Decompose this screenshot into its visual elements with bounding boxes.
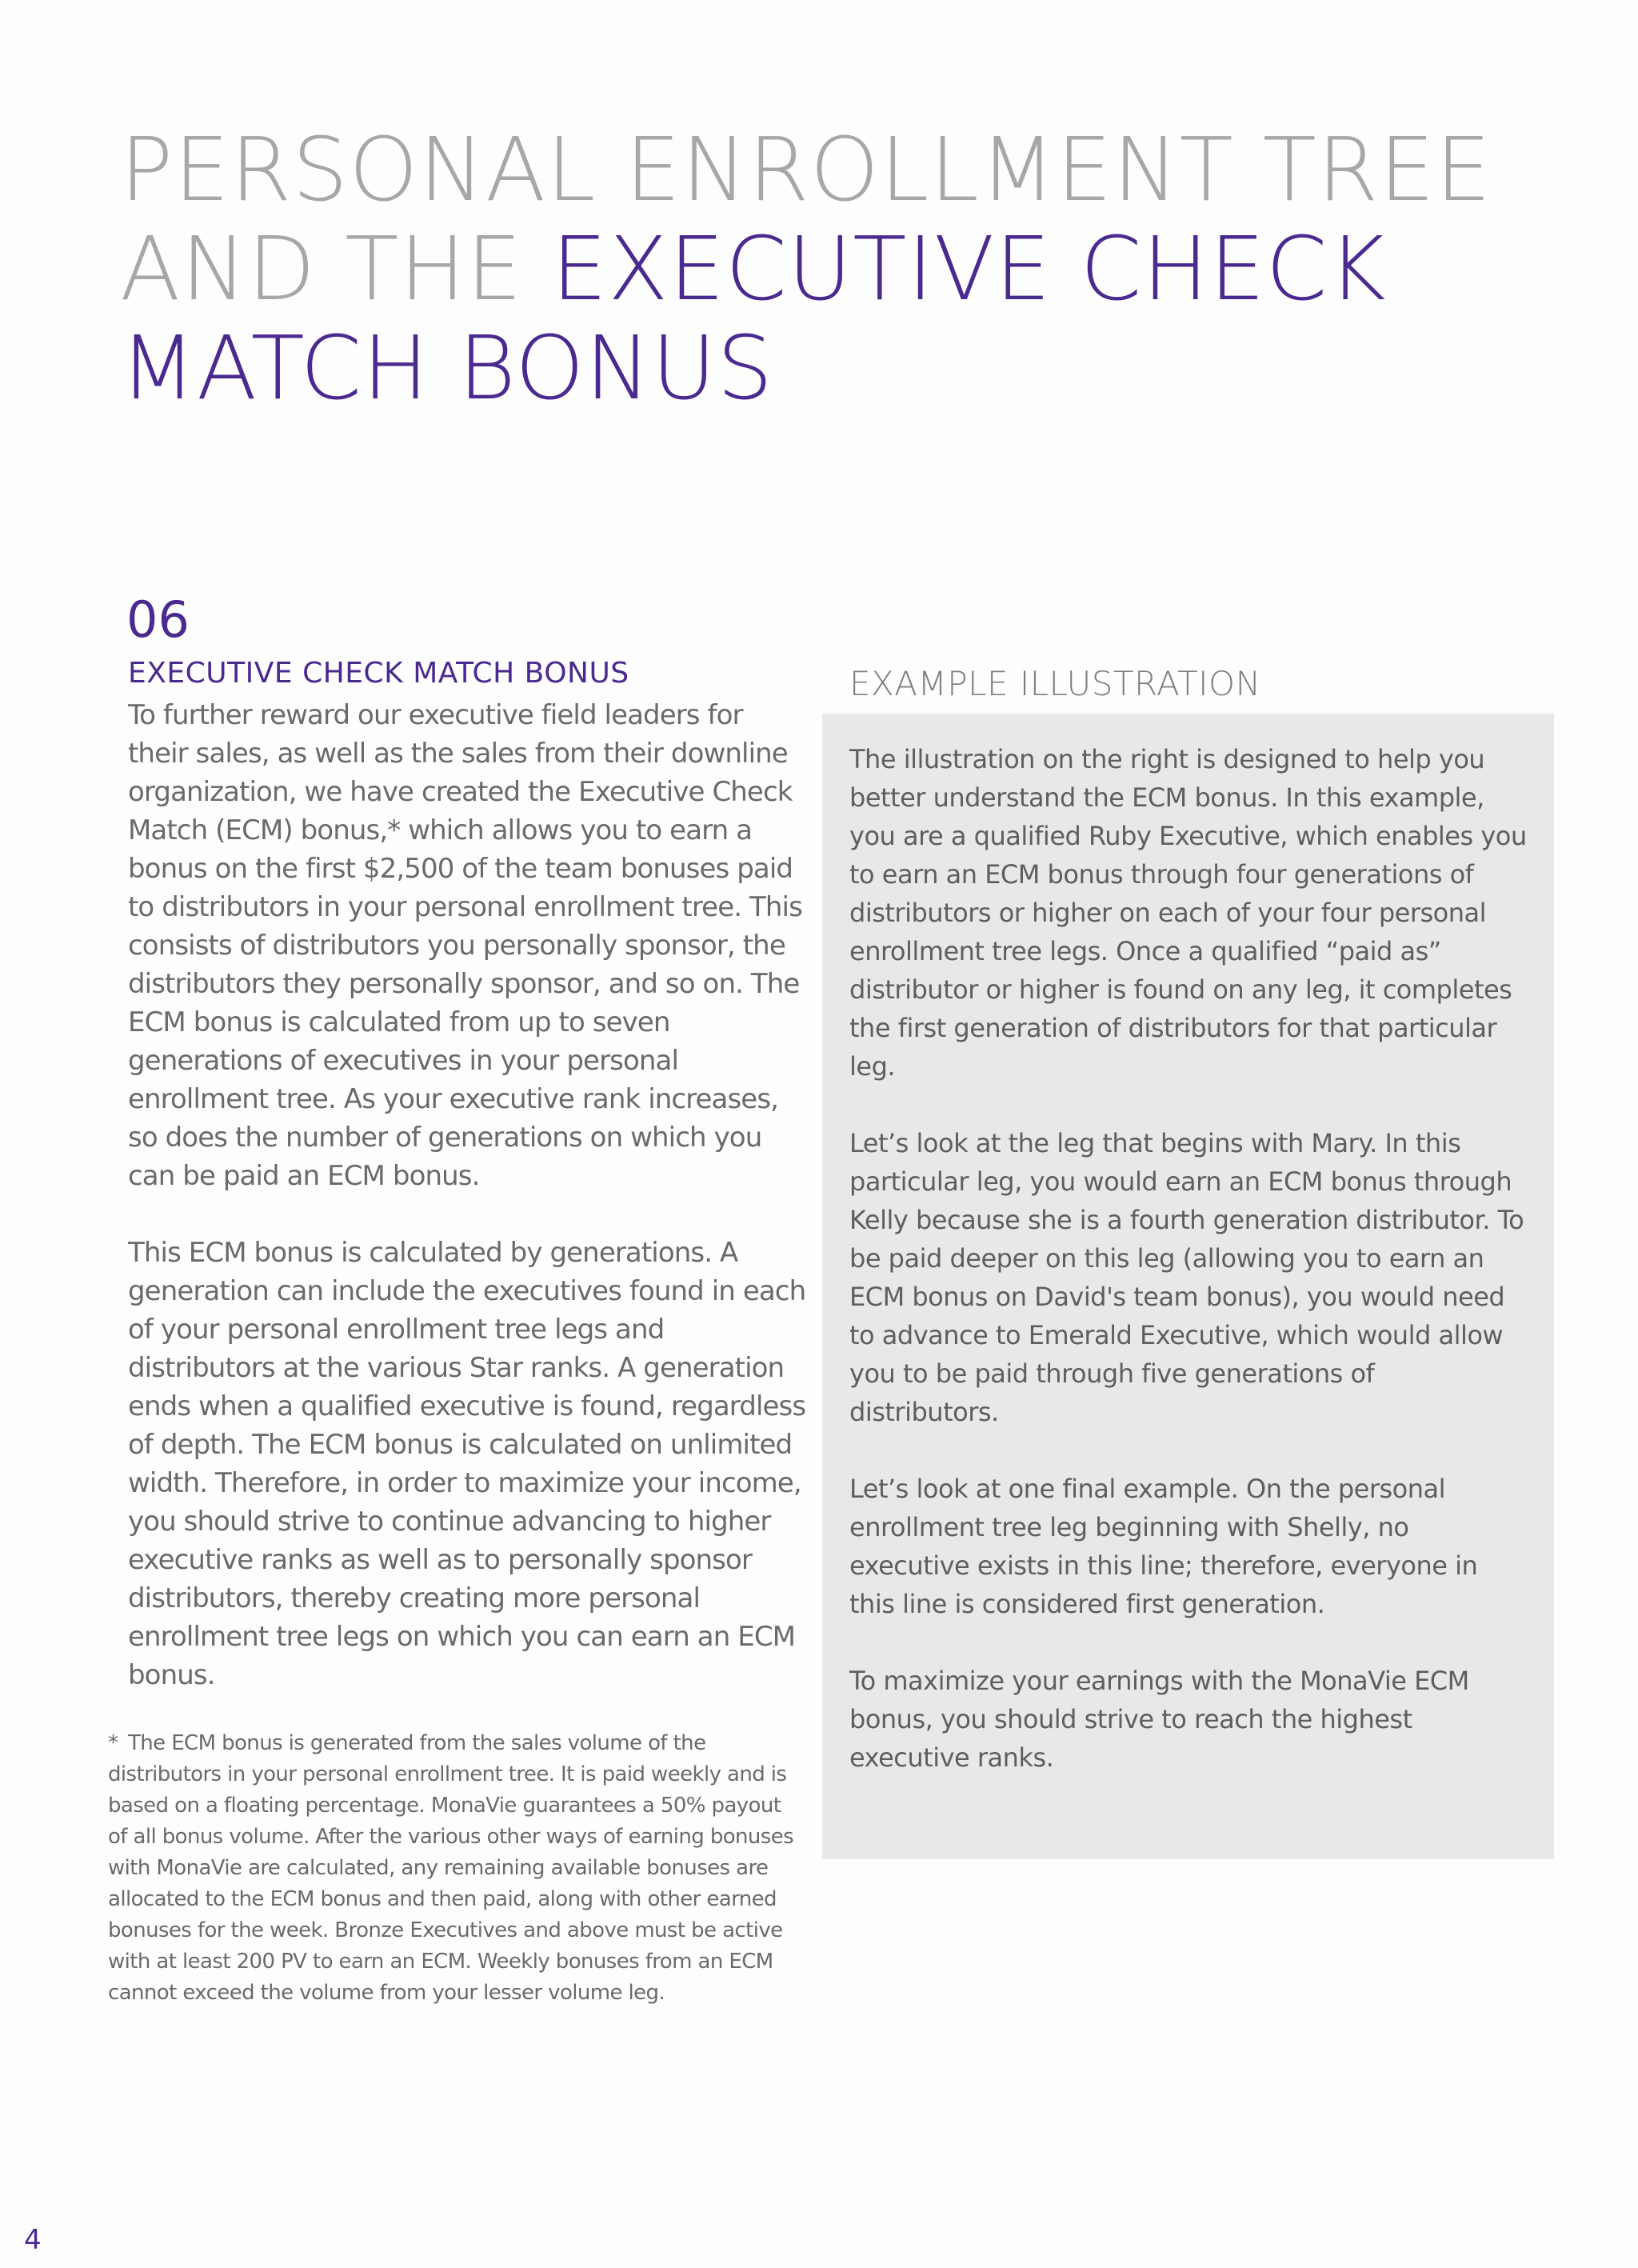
title-line-2-accent: EXECUTIVE CHECK — [551, 218, 1387, 320]
example-paragraph-1: The illustration on the right is designed to help you better understand the ECM bonus. In this example, you are a qualified Ruby Executive, which enables you to earn an ECM bonus through four generations of distributors or higher on each of your four personal enrollment tree legs. Once a qualified “paid as” distributor or higher is found on any leg, it completes the first generation of distributors for that particular leg. — [849, 744, 1527, 1082]
body-text — [128, 696, 808, 1733]
section-number: 06 — [126, 590, 190, 649]
example-text — [849, 740, 1529, 1815]
example-paragraph-4: To maximize your earnings with the MonaVie ECM bonus, you should strive to reach the highest executive ranks. — [849, 1666, 1469, 1773]
title-line-1: PERSONAL ENROLLMENT TREE — [120, 118, 1492, 221]
example-paragraph-2: Let’s look at the leg that begins with Mary. In this particular leg, you would earn an ECM bonus through Kelly because she is a fourth generation distributor. To be paid deeper on this leg (allowing you to earn an ECM bonus on David's team bonus), you would need to advance to Emerald Executive, which would allow you to be paid through five generations of distributors. — [849, 1128, 1524, 1427]
body-paragraph-2: This ECM bonus is calculated by generations. A generation can include the executives found in each of your personal enrollment tree legs and distributors at the various Star ranks. A generation ends when a qualified executive is found, regardless of depth. The ECM bonus is calculated on unlimited width. Therefore, in order to maximize your income, you should strive to continue advancing to higher executive ranks as well as to personally sponsor distributors, thereby creating more personal enrollment tree legs on which you can earn an ECM bonus. — [128, 1237, 806, 1691]
page-number: 4 — [24, 2224, 42, 2256]
section-heading: EXECUTIVE CHECK MATCH BONUS — [128, 657, 629, 690]
example-paragraph-3: Let’s look at one final example. On the personal enrollment tree leg beginning with Shelly, no executive exists in this line; therefore, everyone in this line is considered first generation. — [849, 1474, 1478, 1619]
footnote-text: The ECM bonus is generated from the sales volume of the distributors in your personal enrollment tree. It is paid weekly and is based on a floating percentage. MonaVie guarantees a 50% payout of all bonus volume. After the various other ways of earning bonuses with MonaVie are calculated, any remaining available bonuses are allocated to the ECM bonus and then paid, along with other earned bonuses for the week. Bronze Executives and above must be active with at least 200 PV to earn an ECM. Weekly bonuses from an ECM cannot exceed the volume from your lesser volume leg. — [108, 1731, 794, 2005]
page-title — [120, 120, 1492, 418]
title-line-3: MATCH BONUS — [120, 317, 774, 419]
example-title: EXAMPLE ILLUSTRATION — [849, 664, 1261, 703]
body-paragraph-1: To further reward our executive field leaders for their sales, as well as the sales from their downline organization, we have created the Executive Check Match (ECM) bonus,* which allows you to earn a bonus on the first $2,500 of the team bonuses paid to distributors in your personal enrollment tree. This consists of distributors you personally sponsor, the distributors they personally sponsor, and so on. The ECM bonus is calculated from up to seven generations of executives in your personal enrollment tree. As your executive rank increases, so does the number of generations on which you can be paid an ECM bonus. — [128, 699, 802, 1192]
title-line-2-start: AND THE — [120, 218, 552, 320]
footnote — [108, 1728, 804, 2009]
footnote-mark: * — [108, 1731, 118, 1755]
